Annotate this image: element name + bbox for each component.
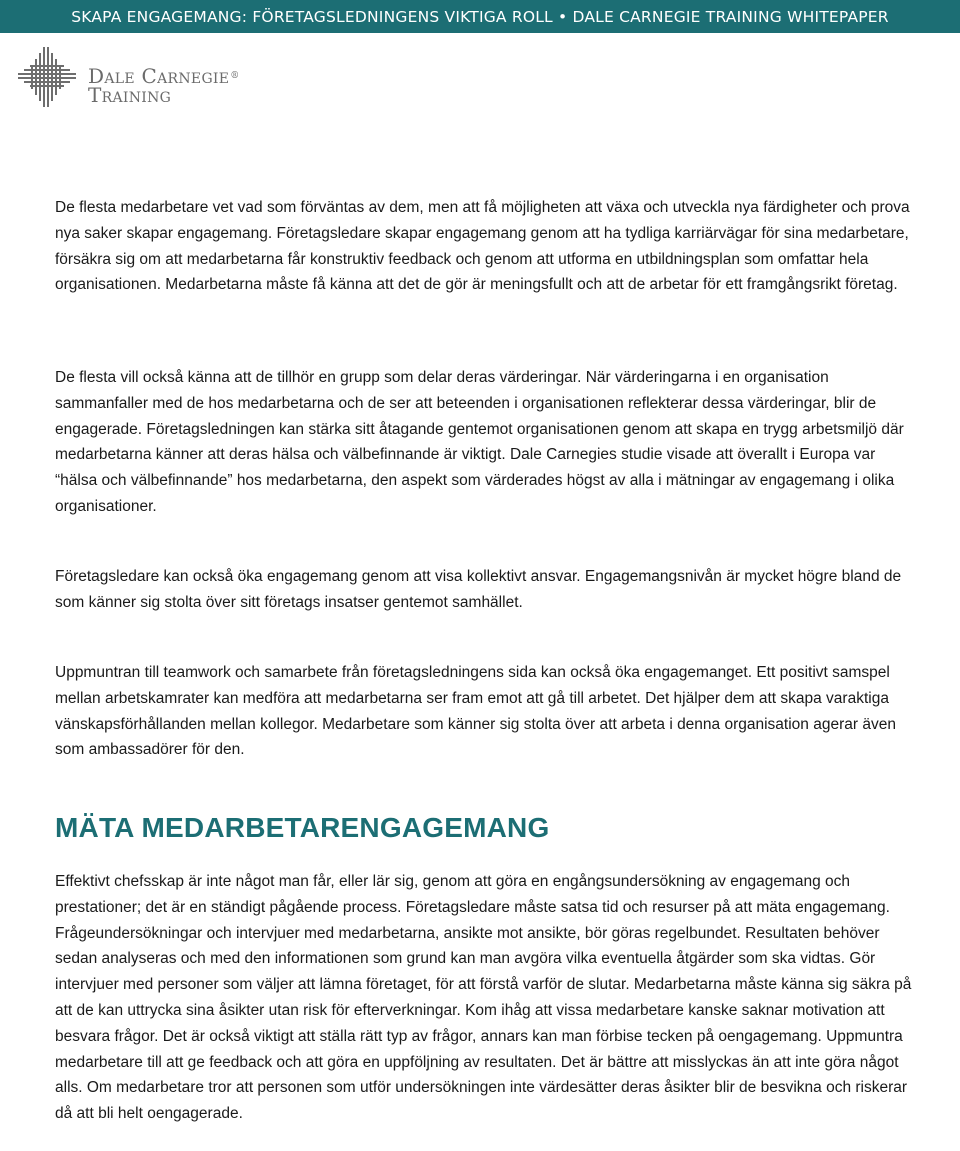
section-heading: MÄTA MEDARBETARENGAGEMANG — [55, 812, 550, 843]
logo-line-1: Dale Carnegie — [88, 64, 230, 88]
paragraph-teamwork: Uppmuntran till teamwork och samarbete från företagsledningens sida kan också öka engagemanget. Ett positivt samspel mellan arbetskamrater kan medföra att medarbetarna ser fram emot att gå till arbetet. Det hjälper dem att skapa varaktiga vänskapsförhållanden mellan kollegor. Medarbetare som känner sig stolta över att arbeta i denna organisation agerar även som ambassadörer för den. — [55, 664, 896, 759]
paragraph-growth: De flesta medarbetare vet vad som förväntas av dem, men att få möjligheten att växa och utveckla nya färdigheter och prova nya saker skapar engagemang. Företagsledare skapar engagemang genom att ha tydliga karriärvägar för sina medarbetare, försäkra sig om att medarbetarna får konstruktiv feedback och genom att utforma en utbildningsplan som omfattar hela organisationen. Medarbetarna måste få känna att det de gör är meningsfullt och att de arbetar för ett framgångsrikt företag. — [55, 199, 910, 294]
dale-carnegie-stripes-icon — [16, 45, 78, 109]
registered-mark: ® — [230, 71, 240, 81]
logo-line-2: Training — [88, 83, 172, 107]
paragraph-measure: Effektivt chefsskap är inte något man får, eller lär sig, genom att göra en engångsundersökning av engagemang och prestationer; det är en ständigt pågående process. Företagsledare måste satsa tid och resurser på att mäta engagemang. Frågeundersökningar och intervjuer med medarbetarna, ansikte mot ansikte, bör göras regelbundet. Resultaten behöver sedan analyseras och med den informationen som grund kan man avgöra vilka eventuella åtgärder som ska vidtas. Gör intervjuer med personer som väljer att lämna företaget, för att förstå varför de slutar. Medarbetarna måste känna sig säkra på att de kan uttrycka sina åsikter utan risk för efterverkningar. Kom ihåg att vissa medarbetare kanske saknar motivation att besvara frågor. Det är också viktigt att ställa rätt typ av frågor, annars kan man förbise tecken på oengagemang. Uppmuntra medarbetare till att ge feedback och att göra en uppföljning av resultaten. Det är bättre att misslyckas än att inte göra något alls. Om medarbetare tror att personen som utför undersökningen inte värdesätter deras åsikter blir de besvikna och riskerar då att bli helt oengagerade. — [55, 873, 912, 1123]
paragraph-values: De flesta vill också känna att de tillhör en grupp som delar deras värderingar. När värderingarna i en organisation sammanfaller med de hos medarbetarna och de ser att beteenden i organisationen reflekterar dessa värderingar, blir de engagerade. Företagsledningen kan stärka sitt åtagande gentemot organisationen genom att skapa en trygg arbetsmiljö där medarbetarna känner att deras hälsa och välbefinnande är viktigt. Dale Carnegies studie visade att överallt i Europa var “hälsa och välbefinnande” hos medarbetarna, den aspekt som värderades högst av alla i mätningar av engagemang i olika organisationer. — [55, 369, 904, 515]
company-logo — [16, 45, 256, 109]
paragraph-responsibility: Företagsledare kan också öka engagemang genom att visa kollektivt ansvar. Engagemangsnivån är mycket högre bland de som känner sig stolta över sitt företags insatser gentemot samhället. — [55, 568, 902, 611]
logo-wordmark — [88, 64, 240, 107]
header-banner — [0, 0, 960, 33]
banner-title: SKAPA ENGAGEMANG: FÖRETAGSLEDNINGENS VIKTIGA ROLL • DALE CARNEGIE TRAINING WHITEPAPER — [71, 7, 889, 26]
